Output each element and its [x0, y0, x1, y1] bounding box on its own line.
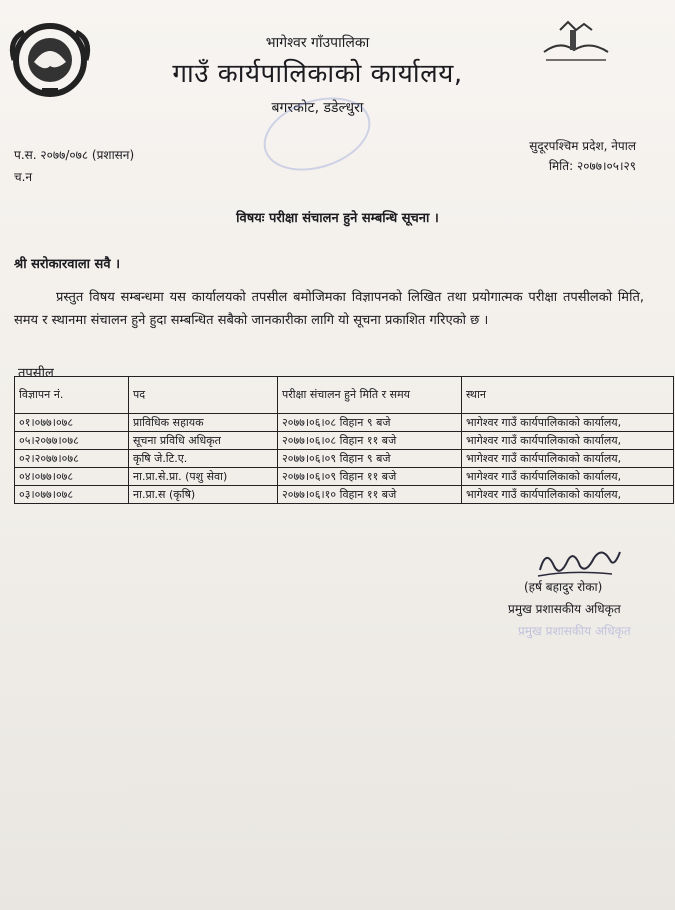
- cell-venue: भागेश्वर गाउँ कार्यपालिकाको कार्यालय,: [462, 414, 674, 432]
- cell-venue: भागेश्वर गाउँ कार्यपालिकाको कार्यालय,: [462, 468, 674, 486]
- signer-name: (हर्ष बहादुर रोका): [524, 580, 603, 594]
- table-caption: तपसील: [18, 366, 54, 381]
- cell-position: ना.प्रा.से.प्रा. (पशु सेवा): [129, 468, 278, 486]
- salutation: श्री सरोकारवाला सवै ।: [14, 257, 121, 272]
- cell-position: ना.प्रा.स (कृषि): [129, 486, 278, 504]
- cell-advertisement-no: ०३।०७७।०७८: [15, 486, 129, 504]
- table-row: [15, 432, 674, 450]
- cell-venue: भागेश्वर गाउँ कार्यपालिकाको कार्यालय,: [462, 450, 674, 468]
- table-row: [15, 468, 674, 486]
- cell-exam-date-time: २०७७।०६।०८ विहान ९ बजे: [278, 414, 462, 432]
- header-exam-date-time: परीक्षा संचालन हुने मिति र समय: [278, 377, 462, 414]
- cell-exam-date-time: २०७७।०६।१० विहान ११ बजे: [278, 486, 462, 504]
- letter-date: मिति: २०७७।०५।२९: [548, 159, 636, 173]
- cell-advertisement-no: ०५।२०७७।०७८: [15, 432, 129, 450]
- cell-venue: भागेश्वर गाउँ कार्यपालिकाको कार्यालय,: [462, 432, 674, 450]
- table-row: [15, 414, 674, 432]
- signer-title: प्रमुख प्रशासकीय अधिकृत: [508, 602, 621, 616]
- cell-advertisement-no: ०२।२०७७।०७८: [15, 450, 129, 468]
- cell-exam-date-time: २०७७।०६।०९ विहान ११ बजे: [278, 468, 462, 486]
- cell-position: कृषि जे.टि.ए.: [129, 450, 278, 468]
- reference-left: [14, 144, 134, 188]
- header-venue: स्थान: [462, 377, 674, 414]
- table-row: [15, 450, 674, 468]
- office-title: गाउँ कार्यपालिकाको कार्यालय,: [172, 59, 463, 89]
- municipality-name: भागेश्वर गाँउपालिका: [265, 35, 370, 51]
- cell-position: सूचना प्रविधि अधिकृत: [129, 432, 278, 450]
- header-position: पद: [129, 377, 278, 414]
- exam-schedule-table: [14, 376, 674, 504]
- cell-exam-date-time: २०७७।०६।०८ विहान ११ बजे: [278, 432, 462, 450]
- office-address: बगरकोट, डडेल्धुरा: [271, 100, 364, 116]
- dispatch-number: च.न: [14, 170, 33, 184]
- table-row: [15, 486, 674, 504]
- reference-right: [470, 136, 636, 176]
- header-advertisement-no: विज्ञापन नं.: [15, 377, 129, 414]
- cell-position: प्राविधिक सहायक: [129, 414, 278, 432]
- cell-advertisement-no: ०१।०७७।०७८: [15, 414, 129, 432]
- letter-number: प.स. २०७७/०७८ (प्रशासन): [14, 148, 135, 162]
- notice-body: प्रस्तुत विषय सम्बन्धमा यस कार्यालयको तपसील बमोजिमका विज्ञापनको लिखित तथा प्रयोगात्मक परीक्षा तपसीलको मिति, समय र स्थानमा संचालन हुने हुदा सम्बन्धित सबैको जानकारीका लागि यो सूचना प्रकाशित गरिएको छ ।: [14, 290, 644, 328]
- table-header-row: [15, 377, 674, 414]
- cell-exam-date-time: २०७७।०६।०९ विहान ९ बजे: [278, 450, 462, 468]
- designation-seal: प्रमुख प्रशासकीय अधिकृत: [518, 624, 631, 638]
- cell-advertisement-no: ०४।०७७।०७८: [15, 468, 129, 486]
- province-name: सुदूरपश्चिम प्रदेश, नेपाल: [529, 139, 636, 153]
- letter-subject: विषयः परीक्षा संचालन हुने सम्बन्धि सूचना ।: [236, 211, 439, 226]
- cell-venue: भागेश्वर गाउँ कार्यपालिकाको कार्यालय,: [462, 486, 674, 504]
